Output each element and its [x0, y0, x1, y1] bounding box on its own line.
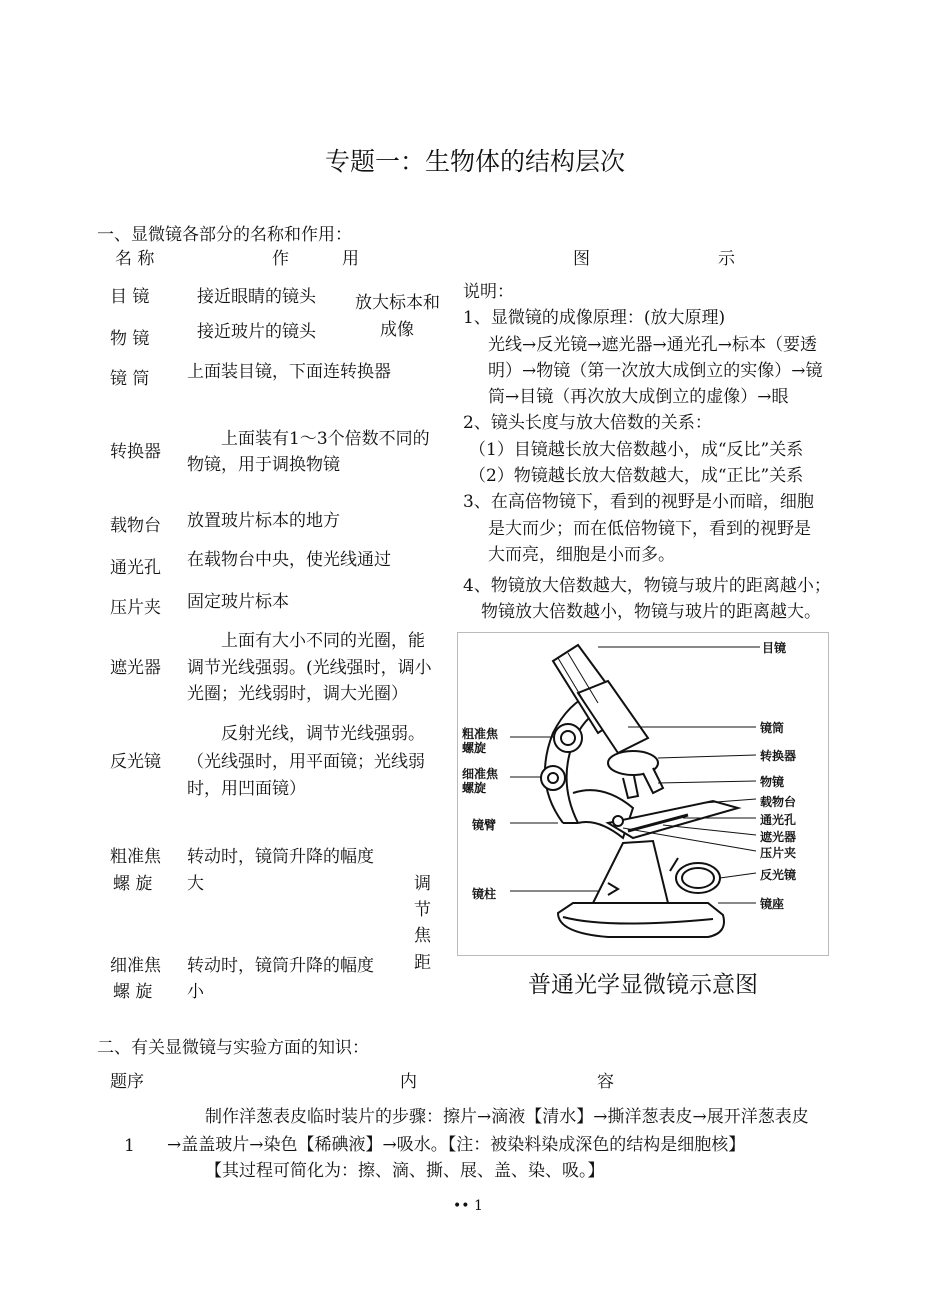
diagram-label-objective: 物镜	[760, 775, 785, 789]
diagram-label-diaphragm: 遮光器	[760, 830, 797, 844]
row-func-eyepiece: 接近眼睛的镜头	[197, 287, 316, 307]
row-name-coarse-2: 螺 旋	[113, 874, 153, 894]
page-number: •• 1	[453, 1198, 483, 1214]
row-func-fine-2: 小	[187, 982, 204, 1002]
note-line: （2）物镜越长放大倍数越大，成“正比”关系	[469, 466, 804, 486]
row-func-clip: 固定玻片标本	[187, 592, 289, 612]
row-func-stage: 放置玻片标本的地方	[187, 511, 340, 531]
col-header-fig-1: 图	[573, 249, 590, 269]
row-name-objective: 物 镜	[110, 329, 150, 349]
diagram-label-mirror: 反光镜	[760, 868, 797, 882]
row-func-coarse-1: 转动时，镜筒升降的幅度	[187, 847, 374, 867]
row-name-hole: 通光孔	[110, 558, 161, 578]
focus-char-3: 焦	[414, 926, 431, 946]
row-func-diaphragm-2: 调节光线强弱。(光线强时，调小	[187, 658, 432, 678]
row-name-mirror: 反光镜	[110, 752, 161, 772]
row-func-diaphragm-3: 光圈；光线弱时，调大光圈）	[187, 684, 408, 704]
diagram-label-base: 镜座	[760, 897, 785, 911]
col-header-num: 题序	[110, 1072, 144, 1092]
focus-char-1: 调	[414, 874, 431, 894]
diagram-label-fine-1: 细准焦	[462, 767, 499, 781]
col-header-name: 名 称	[115, 249, 155, 269]
row-func-converter-1: 上面装有1～3个倍数不同的	[221, 429, 430, 449]
note-line: 2、镜头长度与放大倍数的关系：	[463, 413, 712, 433]
item-line-1: 制作洋葱表皮临时装片的步骤：擦片→滴液【清水】→撕洋葱表皮→展开洋葱表皮	[205, 1107, 809, 1127]
note-line: 大而亮，细胞是小而多。	[488, 545, 675, 565]
row-func-mirror-1: 反射光线，调节光线强弱。	[221, 724, 425, 744]
col-header-func-1: 作	[272, 249, 289, 269]
row-name-stage: 载物台	[110, 516, 161, 536]
row-name-fine-1: 细准焦	[110, 956, 161, 976]
item-number: 1	[124, 1136, 135, 1156]
row-func-magnify-1: 放大标本和	[355, 293, 440, 313]
row-name-tube: 镜 筒	[110, 369, 150, 389]
focus-char-2: 节	[414, 900, 431, 920]
row-name-converter: 转换器	[110, 442, 161, 462]
row-func-tube: 上面装目镜，下面连转换器	[187, 362, 391, 382]
item-line-2: →盖盖玻片→染色【稀碘液】→吸水。【注：被染料染成深色的结构是细胞核】	[167, 1135, 746, 1155]
diagram-label-stage: 载物台	[760, 795, 797, 809]
focus-char-4: 距	[414, 953, 431, 973]
row-name-fine-2: 螺 旋	[113, 982, 153, 1002]
note-line: 是大而少；而在低倍物镜下，看到的视野是	[488, 519, 811, 539]
note-line: （1）目镜越长放大倍数越小，成“反比”关系	[469, 440, 804, 460]
row-func-coarse-2: 大	[187, 874, 204, 894]
row-func-magnify-2: 成像	[380, 320, 414, 340]
diagram-label-tube: 镜筒	[760, 721, 785, 735]
diagram-label-arm: 镜臂	[472, 818, 497, 832]
section2-heading: 二、有关显微镜与实验方面的知识：	[97, 1038, 369, 1058]
diagram-label-coarse-1: 粗准焦	[462, 727, 499, 741]
diagram-label-pillar: 镜柱	[472, 887, 497, 901]
note-line: 明）→物镜（第一次放大成倒立的实像）→镜	[488, 361, 823, 381]
diagram-caption: 普通光学显微镜示意图	[528, 972, 758, 998]
note-line: 光线→反光镜→遮光器→通光孔→标本（要透	[488, 335, 817, 355]
diagram-label-fine-2: 螺旋	[462, 781, 487, 795]
row-func-diaphragm-1: 上面有大小不同的光圈，能	[221, 631, 425, 651]
row-func-fine-1: 转动时，镜筒升降的幅度	[187, 956, 374, 976]
diagram-label-converter: 转换器	[760, 749, 797, 763]
col-header-fig-2: 示	[718, 249, 735, 269]
row-func-mirror-2: （光线强时，用平面镜；光线弱	[187, 752, 425, 772]
diagram-label-hole: 通光孔	[760, 813, 797, 827]
diagram-label-coarse-2: 螺旋	[462, 741, 487, 755]
diagram-label-eyepiece: 目镜	[762, 641, 787, 655]
col-header-content-2: 容	[597, 1072, 614, 1092]
col-header-content-1: 内	[400, 1072, 417, 1092]
note-line: 4、物镜放大倍数越大，物镜与玻片的距离越小；	[463, 576, 831, 596]
note-line: 说明：	[463, 282, 514, 302]
row-name-clip: 压片夹	[110, 598, 161, 618]
note-line: 3、在高倍物镜下，看到的视野是小而暗，细胞	[463, 492, 814, 512]
note-line: 筒→目镜（再次放大成倒立的虚像）→眼	[488, 387, 789, 407]
microscope-diagram	[457, 632, 829, 956]
item-line-3: 【其过程可简化为：擦、滴、撕、展、盖、染、吸。】	[205, 1161, 605, 1181]
row-func-converter-2: 物镜，用于调换物镜	[187, 455, 340, 475]
row-name-eyepiece: 目 镜	[110, 287, 150, 307]
row-func-hole: 在载物台中央，使光线通过	[187, 550, 391, 570]
row-name-coarse-1: 粗准焦	[110, 847, 161, 867]
row-func-mirror-3: 时，用凹面镜）	[187, 779, 306, 799]
diagram-label-clip: 压片夹	[760, 846, 797, 860]
col-header-func-2: 用	[342, 249, 359, 269]
note-line: 物镜放大倍数越小，物镜与玻片的距离越大。	[481, 602, 821, 622]
page-title: 专题一：生物体的结构层次	[324, 147, 625, 176]
row-name-diaphragm: 遮光器	[110, 658, 161, 678]
row-func-objective: 接近玻片的镜头	[197, 322, 316, 342]
section1-heading: 一、显微镜各部分的名称和作用：	[97, 225, 352, 245]
note-line: 1、显微镜的成像原理：(放大原理)	[463, 308, 726, 328]
